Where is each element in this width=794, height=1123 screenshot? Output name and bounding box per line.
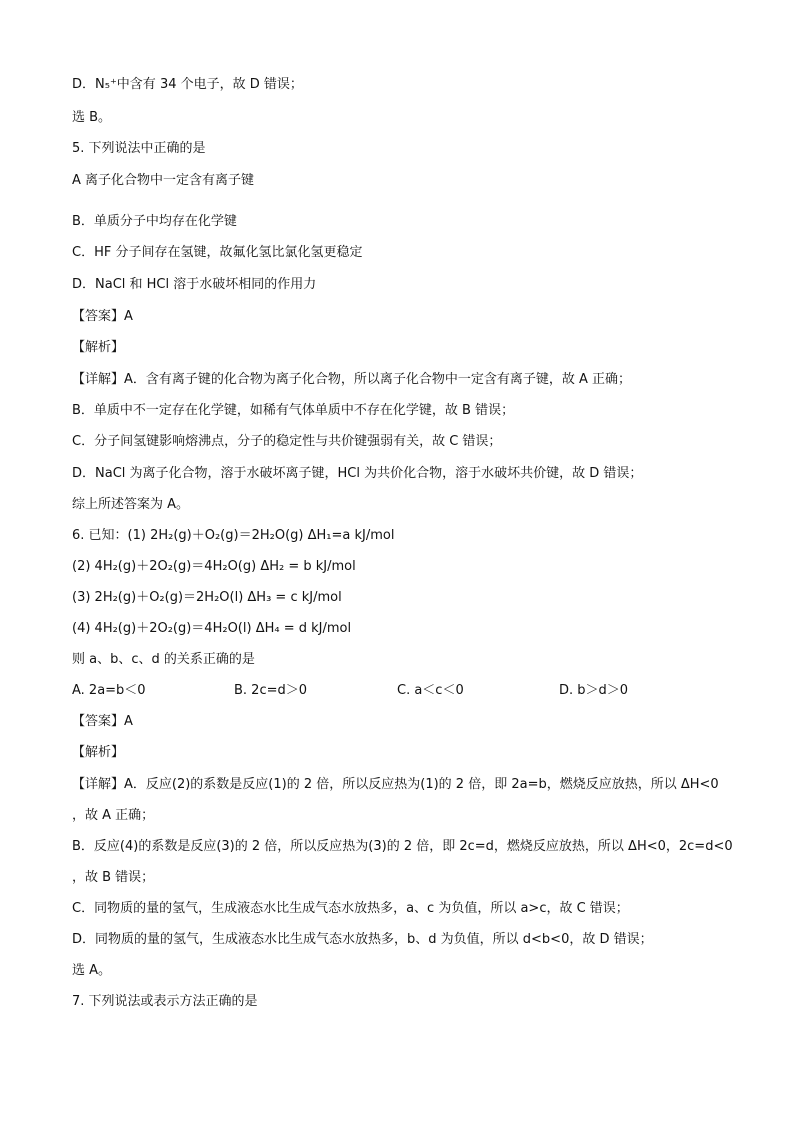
- detail-line: ，故 A 正确；: [72, 808, 155, 823]
- equation-line: (2) 4H₂(g)＋2O₂(g)＝4H₂O(g) ΔH₂ = b kJ/mol: [72, 559, 356, 574]
- equation-line: (4) 4H₂(g)＋2O₂(g)＝4H₂O(l) ΔH₄ = d kJ/mol: [72, 621, 352, 636]
- detail-line: B．单质中不一定存在化学键，如稀有气体单质中不存在化学键，故 B 错误；: [72, 403, 515, 418]
- analysis-label: 【解析】: [72, 340, 125, 355]
- conclusion-line: 综上所述答案为 A。: [72, 497, 190, 512]
- question-5-option-b: B．单质分子中均存在化学键: [72, 214, 237, 229]
- detail-line: ，故 B 错误；: [72, 870, 155, 885]
- detail-line: D．NaCl 为离子化合物，溶于水破坏离子键，HCl 为共价化合物，溶于水破坏共价键，故 D 错误；: [72, 466, 643, 481]
- text-line: 选 B。: [72, 110, 112, 125]
- question-6-option-c: C. a＜c＜0: [397, 683, 464, 698]
- detail-line: C．分子间氢键影响熔沸点，分子的稳定性与共价键强弱有关，故 C 错误；: [72, 434, 502, 449]
- answer-label: 【答案】A: [72, 714, 133, 729]
- question-6-option-b: B. 2c=d＞0: [234, 683, 308, 698]
- question-5-option-d: D．NaCl 和 HCl 溶于水破坏相同的作用力: [72, 277, 317, 292]
- text-line: D．N₅⁺中含有 34 个电子，故 D 错误；: [72, 77, 303, 92]
- detail-line: B．反应(4)的系数是反应(3)的 2 倍，所以反应热为(3)的 2 倍，即 2c=d，燃烧反应放热，所以 ΔH<0，2c=d<0: [72, 839, 733, 854]
- detail-line: D．同物质的量的氢气，生成液态水比生成气态水放热多，b、d 为负值，所以 d<b<0，故 D 错误；: [72, 932, 653, 947]
- analysis-label: 【解析】: [72, 745, 125, 760]
- question-6-stem: 6. 已知：(1) 2H₂(g)＋O₂(g)＝2H₂O(g) ΔH₁=a kJ/mol: [72, 528, 395, 543]
- detail-line: C．同物质的量的氢气，生成液态水比生成气态水放热多，a、c 为负值，所以 a>c，故 C 错误；: [72, 901, 629, 916]
- conclusion-line: 选 A。: [72, 963, 112, 978]
- question-6-option-d: D. b＞d＞0: [559, 683, 629, 698]
- question-7-stem: 7. 下列说法或表示方法正确的是: [72, 994, 258, 1009]
- detail-line: 【详解】A．反应(2)的系数是反应(1)的 2 倍，所以反应热为(1)的 2 倍，即 2a=b，燃烧反应放热，所以 ΔH<0: [72, 777, 719, 792]
- detail-line: 【详解】A．含有离子键的化合物为离子化合物，所以离子化合物中一定含有离子键，故 A 正确；: [72, 372, 632, 387]
- question-5-option-c: C．HF 分子间存在氢键，故氟化氢比氯化氢更稳定: [72, 245, 363, 260]
- equation-line: (3) 2H₂(g)＋O₂(g)＝2H₂O(l) ΔH₃ = c kJ/mol: [72, 590, 342, 605]
- question-6-option-a: A. 2a=b＜0: [72, 683, 146, 698]
- answer-label: 【答案】A: [72, 309, 133, 324]
- question-5-stem: 5. 下列说法中正确的是: [72, 141, 206, 156]
- question-6-prompt: 则 a、b、c、d 的关系正确的是: [72, 652, 255, 667]
- question-5-option-a: A 离子化合物中一定含有离子键: [72, 173, 255, 188]
